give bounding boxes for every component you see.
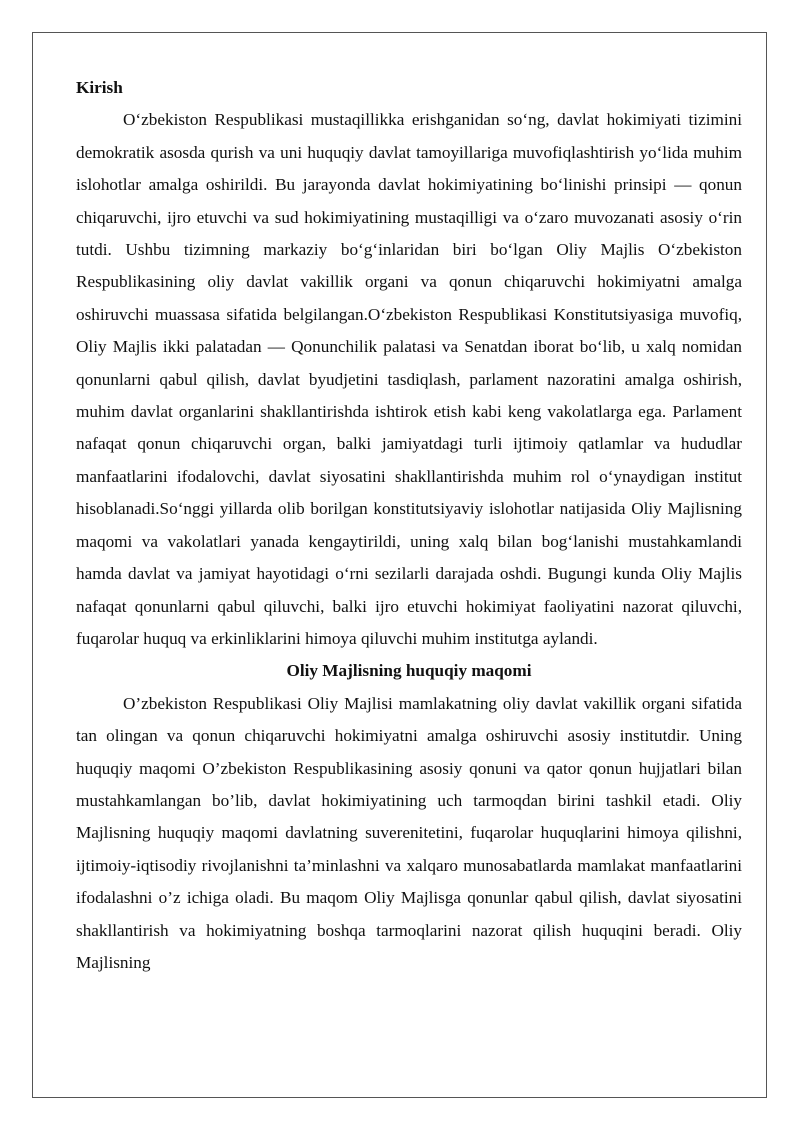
legal-status-paragraph: O’zbekiston Respublikasi Oliy Majlisi mamlakatning oliy davlat vakillik organi sifatida tan olingan va qonun chiqaruvchi hokimiyatni amalga oshiruvchi asosiy institutdir. Uning huquqiy maqomi O’zbekiston Respublikasining asosiy qonuni va qator qonun hujjatlari bilan mustahkamlangan bo’lib, davlat hokimiyatining uch tarmoqdan birini tashkil etadi. Oliy Majlisning huquqiy maqomi davlatning suverenitetini, fuqarolar huquqlarini himoya qilishni, ijtimoiy-iqtisodiy rivojlanishni ta’minlashni va xalqaro munosabatlarda mamlakat manfaatlarini ifodalashni o’z ichiga oladi. Bu maqom Oliy Majlisga qonunlar qabul qilish, davlat siyosatini shakllantirish va hokimiyatning boshqa tarmoqlarini nazorat qilish huquqini beradi. Oliy Majlisning bbox=[76, 693, 742, 972]
section-heading-legal-status: Oliy Majlisning huquqiy maqomi bbox=[286, 661, 532, 681]
section-heading-introduction: Kirish bbox=[76, 78, 123, 97]
introduction-paragraph: O‘zbekiston Respublikasi mustaqillikka erishganidan so‘ng, davlat hokimiyati tizimini demokratik asosda qurish va uni huquqiy davlat tamoyillariga muvofiqlashtirish yo‘lida muhim islohotlar amalga oshirildi. Bu jarayonda davlat hokimiyatining bo‘linishi prinsipi — qonun chiqaruvchi, ijro etuvchi va sud hokimiyatining mustaqilligi va o‘zaro muvozanati asosiy o‘rin tutdi. Ushbu tizimning markaziy bo‘g‘inlaridan biri bo‘lgan Oliy Majlis O‘zbekiston Respublikasining oliy davlat vakillik organi va qonun chiqaruvchi hokimiyatni amalga oshiruvchi muassasa sifatida belgilangan.O‘zbekiston Respublikasi Konstitutsiyasiga muvofiq, Oliy Majlis ikki palatadan — Qonunchilik palatasi va Senatdan iborat bo‘lib, u xalq nomidan qonunlarni qabul qilish, davlat byudjetini tasdiqlash, parlament nazoratini amalga oshirish, muhim davlat organlarini shakllantirishda ishtirok etish kabi keng vakolatlarga ega. Parlament nafaqat qonun chiqaruvchi organ, balki jamiyatdagi turli ijtimoiy qatlamlar va hududlar manfaatlarini ifodalovchi, davlat siyosatini shakllantirishda muhim rol o‘ynaydigan institut hisoblanadi.So‘nggi yillarda olib borilgan konstitutsiyaviy islohotlar natijasida Oliy Majlisning maqomi va vakolatlari yanada kengaytirildi, uning xalq bilan bog‘lanishi mustahkamlandi hamda davlat va jamiyat hayotidagi o‘rni sezilarli darajada oshdi. Bugungi kunda Oliy Majlis nafaqat qonunlarni qabul qiluvchi, balki ijro etuvchi hokimiyat faoliyatini nazorat qiluvchi, fuqarolar huquq va erkinliklarini himoya qiluvchi muhim institutga aylandi. bbox=[76, 110, 742, 648]
document-body bbox=[76, 72, 742, 979]
